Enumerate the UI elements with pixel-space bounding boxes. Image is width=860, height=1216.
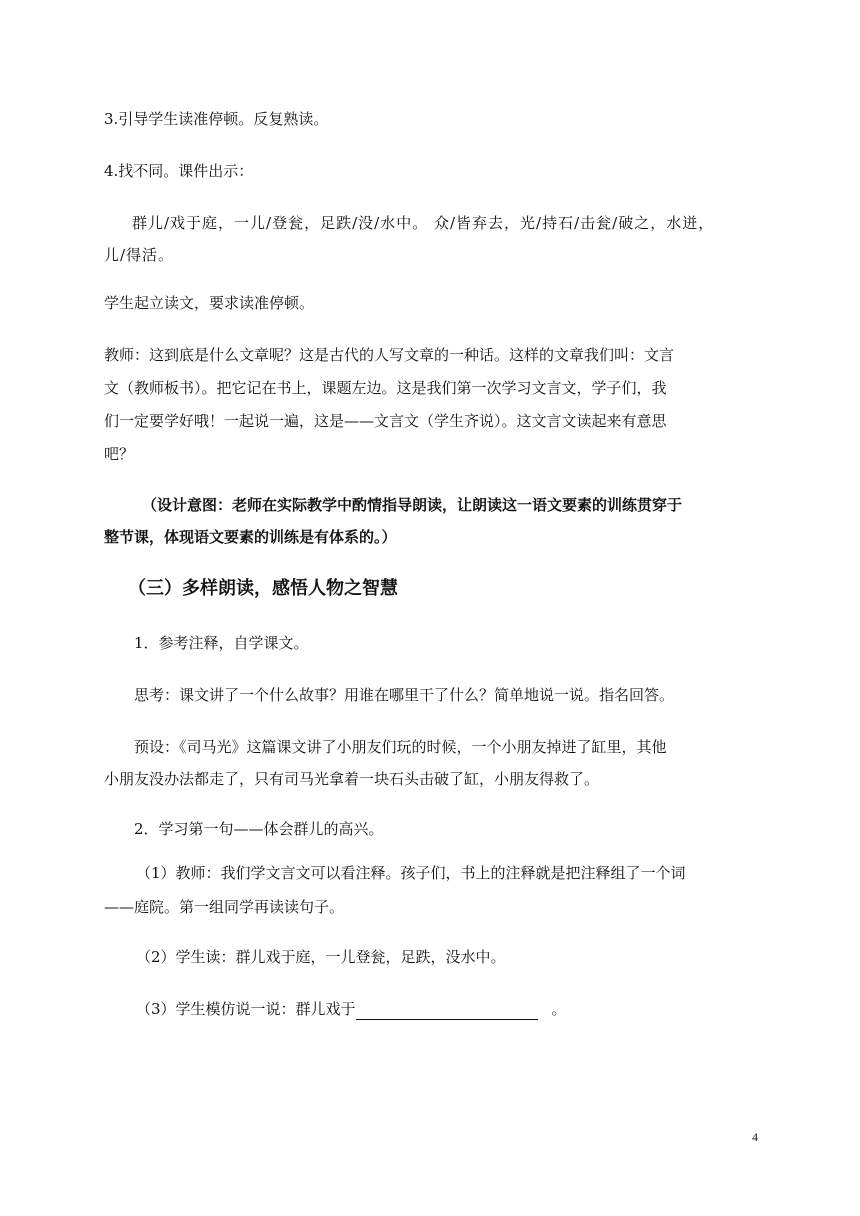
paragraph-sub-2: （2）学生读：群儿戏于庭，一儿登瓮，足跌，没水中。 [136,948,506,966]
fill-in-blank [356,1003,538,1020]
paragraph-sub-1-line-1: （1）教师：我们学文言文可以看注释。孩子们，书上的注释就是把注释组了一个词 [136,864,686,882]
design-intent-line-2: 整节课，体现语文要素的训练是有体系的。） [104,528,397,546]
page-number: 4 [752,1130,758,1144]
fill-in-period: 。 [551,1000,567,1018]
teacher-line-4: 吧？ [104,445,135,463]
teacher-line-1: 教师：这到底是什么文章呢？这是古代的人写文章的一种话。这样的文章我们叫：文言 [104,346,675,364]
paragraph-preset-line-1: 预设：《司马光》这篇课文讲了小朋友们玩的时候，一个小朋友掉进了缸里，其他 [134,738,667,756]
paragraph-sub-3 [136,998,796,1020]
paragraph-item-2: 2．学习第一句——体会群儿的高兴。 [134,820,384,838]
paragraph-step-3: 3.引导学生读准停顿。反复熟读。 [104,110,329,128]
section-heading: （三）多样朗读，感悟人物之智慧 [128,578,398,599]
paragraph-read-aloud: 学生起立读文，要求读准停顿。 [104,294,315,312]
classical-text-line-2: 儿/得活。 [104,246,175,264]
paragraph-think: 思考：课文讲了一个什么故事？用谁在哪里干了什么？简单地说一说。指名回答。 [134,686,675,704]
paragraph-sub-1-line-2: ——庭院。第一组同学再读读句子。 [104,898,345,916]
fill-in-prompt: （3）学生模仿说一说：群儿戏于 [136,1000,356,1018]
design-intent-line-1: （设计意图：老师在实际教学中酌情指导朗读，让朗读这一语文要素的训练贯穿于 [142,496,683,514]
paragraph-preset-line-2: 小朋友没办法都走了，只有司马光拿着一块石头击破了缸，小朋友得救了。 [104,770,600,788]
classical-text-line-1: 群儿/戏于庭，一儿/登瓮，足跌/没/水中。 众/皆弃去，光/持石/击瓮/破之，水迸， [132,214,715,232]
paragraph-step-4: 4.找不同。课件出示： [104,162,254,180]
teacher-line-3: 们一定要学好哦！一起说一遍，这是——文言文（学生齐说）。这文言文读起来有意思 [104,412,667,430]
paragraph-item-1: 1．参考注释，自学课文。 [134,634,309,652]
teacher-line-2: 文（教师板书）。把它记在书上，课题左边。这是我们第一次学习文言文，学子们，我 [104,379,667,397]
